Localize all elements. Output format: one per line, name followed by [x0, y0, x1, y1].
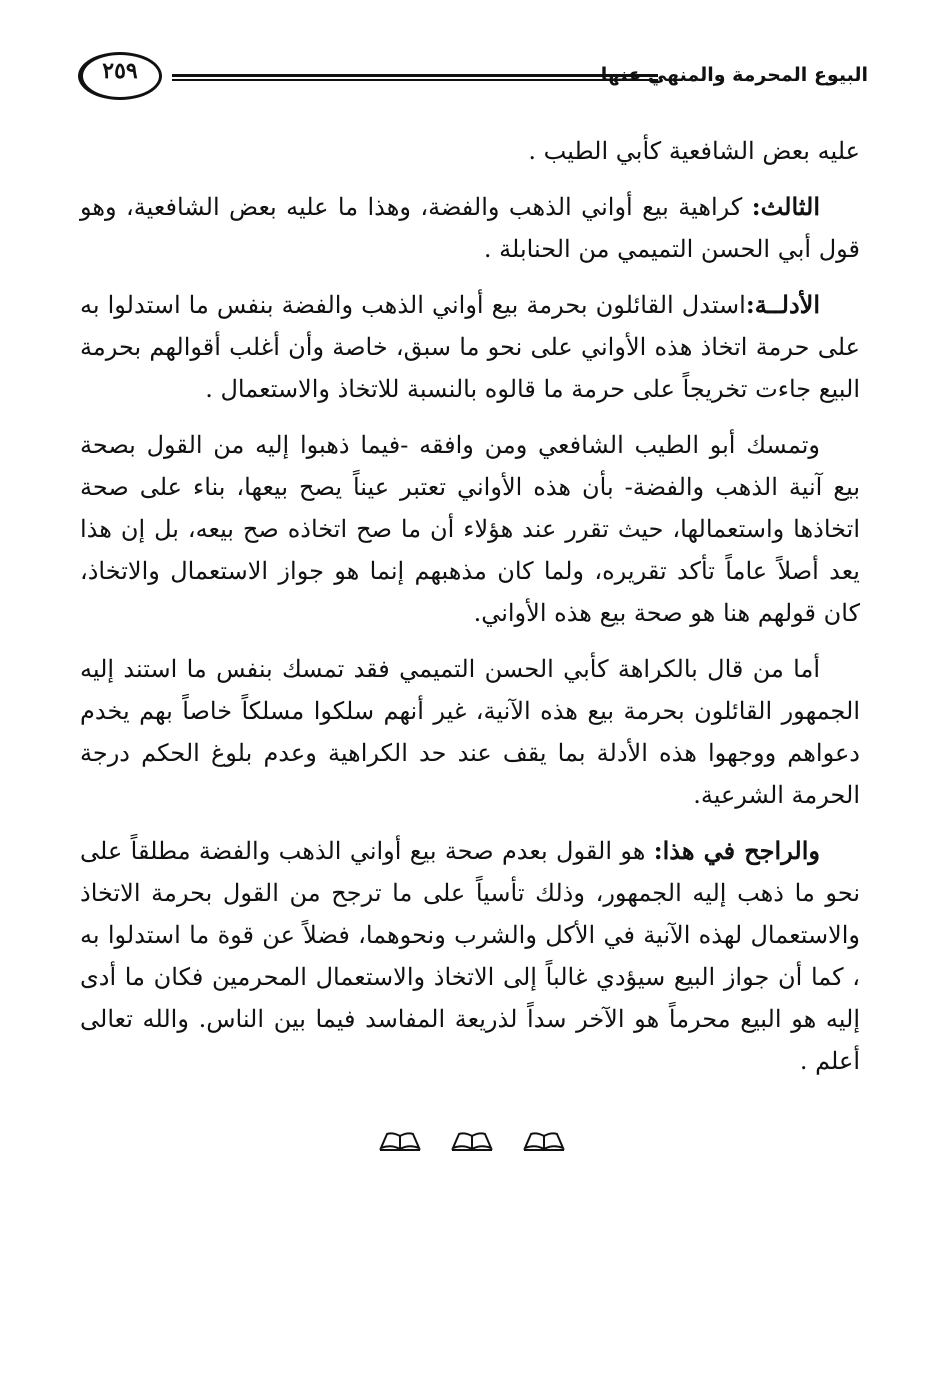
book-icon: [451, 1130, 493, 1152]
paragraph-3-lead: الأدلــة:: [745, 290, 820, 319]
paragraph-2-text: كراهية بيع أواني الذهب والفضة، وهذا ما عليه بعض الشافعية، وهو قول أبي الحسن التميمي من الحنابلة .: [80, 193, 860, 263]
end-ornament: [372, 1130, 572, 1160]
main-text: [80, 130, 860, 1096]
paragraph-4-text: وتمسك أبو الطيب الشافعي ومن وافقه -فيما ذهبوا إليه من القول بصحة بيع آنية الذهب والفضة- بأن هذه الأواني تعتبر عيناً يصح بيعها، بناء على صحة اتخاذها واستعمالها، حيث تقرر عند هؤلاء أن ما صح اتخاذه صح بيعه، بل إن هذا يعد أصلاً عاماً تأكد تقريره، ولما كان مذهبهم إنما هو جواز الاستعمال والاتخاذ، كان قولهم هنا هو صحة بيع هذه الأواني.: [80, 431, 860, 627]
running-title: البيوع المحرمة والمنهي عنها: [600, 64, 868, 86]
paragraph-6: [80, 830, 860, 1082]
paragraph-6-lead: والراجح في هذا:: [653, 836, 821, 865]
paragraph-6-text: هو القول بعدم صحة بيع أواني الذهب والفضة مطلقاً على نحو ما ذهب إليه الجمهور، وذلك تأسياً على ما ترجح من القول بحرمة الاتخاذ والاستعمال لهذه الآنية في الأكل والشرب ونحوهما، فضلاً عن قوة ما استدلوا به ، كما أن جواز البيع سيؤدي غالباً إلى الاتخاذ والاستعمال المحرمين فكان ما أدى إليه هو البيع محرماً هو الآخر سداً لذريعة المفاسد فيما بين الناس. والله تعالى أعلم .: [80, 837, 860, 1075]
paragraph-2-lead: الثالث:: [751, 192, 820, 221]
page-number: ٢٥٩: [102, 58, 138, 84]
paragraph-3: [80, 284, 860, 410]
page-header: [78, 52, 868, 108]
paragraph-5: [80, 648, 860, 816]
paragraph-1-text: عليه بعض الشافعية كأبي الطيب .: [528, 137, 860, 165]
paragraph-4: [80, 424, 860, 634]
paragraph-1: [80, 130, 860, 172]
paragraph-3-text: استدل القائلون بحرمة بيع أواني الذهب والفضة بنفس ما استدلوا به على حرمة اتخاذ هذه الأواني على نحو ما سبق، خاصة وأن أغلب أقوالهم بحرمة البيع جاءت تخريجاً على حرمة ما قالوه بالنسبة للاتخاذ والاستعمال .: [80, 291, 860, 403]
header-rule: [172, 74, 658, 81]
paragraph-5-text: أما من قال بالكراهة كأبي الحسن التميمي فقد تمسك بنفس ما استند إليه الجمهور القائلون بحرمة بيع هذه الآنية، غير أنهم سلكوا مسلكاً خاصاً بهم يخدم دعواهم ووجهوا هذه الأدلة بما يقف عند حد الكراهية وعدم بلوغ الحكم درجة الحرمة الشرعية.: [80, 655, 860, 809]
book-icon: [523, 1130, 565, 1152]
paragraph-2: [80, 186, 860, 270]
book-icon: [379, 1130, 421, 1152]
